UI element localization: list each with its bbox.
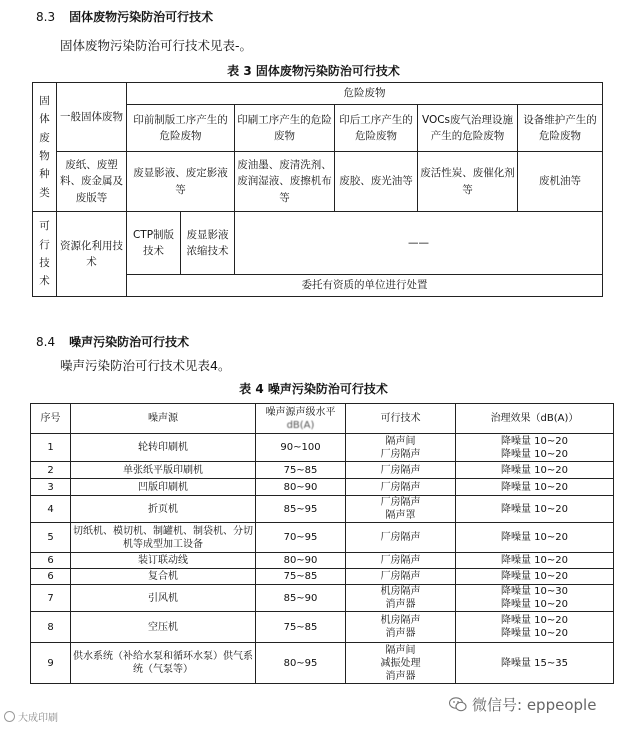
section-intro: 噪声污染防治可行技术见表4。 [60, 358, 231, 373]
row-effect: 降噪量 10~30 降噪量 10~20 [456, 585, 614, 612]
type-general: 废纸、废塑料、废金属及废版等 [57, 152, 127, 212]
row-no: 6 [31, 553, 71, 569]
row-no: 2 [31, 462, 71, 479]
row-source: 单张纸平版印刷机 [71, 462, 256, 479]
row-level: 80~90 [256, 479, 346, 496]
row-source: 轮转印刷机 [71, 434, 256, 462]
subheader-prepress: 印前制版工序产生的危险废物 [127, 105, 235, 152]
table4-caption: 表 4 噪声污染防治可行技术 [239, 382, 388, 396]
subheader-printing: 印刷工序产生的危险废物 [235, 105, 335, 152]
row-tech: 隔声间 厂房隔声 [346, 434, 456, 462]
row-level: 85~90 [256, 585, 346, 612]
table-row [31, 462, 614, 479]
row-effect: 降噪量 10~20 [456, 462, 614, 479]
row-no: 3 [31, 479, 71, 496]
row-source: 凹版印刷机 [71, 479, 256, 496]
row-effect: 降噪量 10~20 [456, 496, 614, 523]
row-no: 5 [31, 523, 71, 553]
row-source: 引风机 [71, 585, 256, 612]
row-source: 装订联动线 [71, 553, 256, 569]
row-no: 8 [31, 612, 71, 643]
row-effect: 降噪量 10~20 [456, 523, 614, 553]
tech-general: 资源化利用技术 [57, 212, 127, 297]
row-level: 90~100 [256, 434, 346, 462]
section-intro: 固体废物污染防治可行技术见表-。 [60, 38, 253, 53]
table-row [31, 585, 614, 612]
row-level: 75~85 [256, 462, 346, 479]
row-tech: 厂房隔声 [346, 462, 456, 479]
hazardous-waste-header: 危险废物 [127, 83, 603, 105]
table3-stub-header: 固体废物种类 [33, 83, 57, 212]
row-effect: 降噪量 10~20 [456, 553, 614, 569]
table4 [30, 403, 614, 684]
table-row [31, 612, 614, 643]
table-row [31, 569, 614, 585]
row-effect: 降噪量 10~20 降噪量 10~20 [456, 612, 614, 643]
row-tech: 机房隔声 消声器 [346, 585, 456, 612]
row-source: 供水系统（补给水泵和循环水泵）供气系统（气泵等） [71, 643, 256, 684]
row-tech: 厂房隔声 隔声罩 [346, 496, 456, 523]
subheader-postpress: 印后工序产生的危险废物 [335, 105, 418, 152]
row-no: 4 [31, 496, 71, 523]
row-source: 切纸机、模切机、制罐机、制袋机、分切机等成型加工设备 [71, 523, 256, 553]
row-tech: 机房隔声 消声器 [346, 612, 456, 643]
row-tech: 厂房隔声 [346, 553, 456, 569]
row-level: 80~90 [256, 553, 346, 569]
row-tech: 厂房隔声 [346, 569, 456, 585]
section-number: 8.3 [36, 10, 56, 24]
table3 [32, 82, 603, 297]
table-row [31, 553, 614, 569]
row-effect: 降噪量 10~20 [456, 569, 614, 585]
type-postpress: 废胶、废光油等 [335, 152, 418, 212]
type-printing: 废油墨、废清洗剂、废润湿液、废擦机布等 [235, 152, 335, 212]
type-maintenance: 废机油等 [518, 152, 603, 212]
tech-developer: 废显影液浓缩技术 [181, 212, 235, 275]
subheader-vocs: VOCs废气治理设施产生的危险废物 [418, 105, 518, 152]
row-no: 9 [31, 643, 71, 684]
table-row [31, 479, 614, 496]
table-row [31, 434, 614, 462]
row-effect: 降噪量 15~35 [456, 643, 614, 684]
subheader-maintenance: 设备维护产生的危险废物 [518, 105, 603, 152]
row-source: 折页机 [71, 496, 256, 523]
general-waste-header: 一般固体废物 [57, 83, 127, 152]
row-level: 70~95 [256, 523, 346, 553]
row-effect: 降噪量 10~20 降噪量 10~20 [456, 434, 614, 462]
row-level: 75~85 [256, 612, 346, 643]
table-row [31, 523, 614, 553]
row-tech: 隔声间 减振处理 消声器 [346, 643, 456, 684]
table3-tech-header: 可行技术 [33, 212, 57, 297]
type-vocs: 废活性炭、废催化剂等 [418, 152, 518, 212]
watermark-left: 大成印刷 [4, 709, 58, 724]
row-source: 复合机 [71, 569, 256, 585]
row-level: 85~95 [256, 496, 346, 523]
col-header-effect: 治理效果（dB(A)） [456, 404, 614, 434]
section-heading-8-3 [36, 8, 213, 25]
row-no: 7 [31, 585, 71, 612]
row-source: 空压机 [71, 612, 256, 643]
col-header-tech: 可行技术 [346, 404, 456, 434]
section-title: 固体废物污染防治可行技术 [69, 10, 214, 24]
table-row [31, 496, 614, 523]
tech-dash: —— [235, 212, 603, 275]
row-level: 80~95 [256, 643, 346, 684]
logo-icon [4, 711, 15, 722]
watermark-right: 微信号: eppeople [449, 694, 596, 715]
row-no: 6 [31, 569, 71, 585]
tech-entrust: 委托有资质的单位进行处置 [127, 275, 603, 297]
col-header-no: 序号 [31, 404, 71, 434]
col-header-level: 噪声源声级水平 dB(A) [256, 404, 346, 434]
type-prepress: 废显影液、废定影液等 [127, 152, 235, 212]
tech-ctp: CTP制版技术 [127, 212, 181, 275]
row-no: 1 [31, 434, 71, 462]
wechat-icon [449, 697, 467, 712]
col-header-source: 噪声源 [71, 404, 256, 434]
section-title: 噪声污染防治可行技术 [69, 335, 190, 349]
section-heading-8-4 [36, 333, 189, 350]
table3-caption: 表 3 固体废物污染防治可行技术 [227, 64, 400, 78]
row-effect: 降噪量 10~20 [456, 479, 614, 496]
row-level: 75~85 [256, 569, 346, 585]
row-tech: 厂房隔声 [346, 479, 456, 496]
row-tech: 厂房隔声 [346, 523, 456, 553]
table-row [31, 643, 614, 684]
section-number: 8.4 [36, 335, 56, 349]
